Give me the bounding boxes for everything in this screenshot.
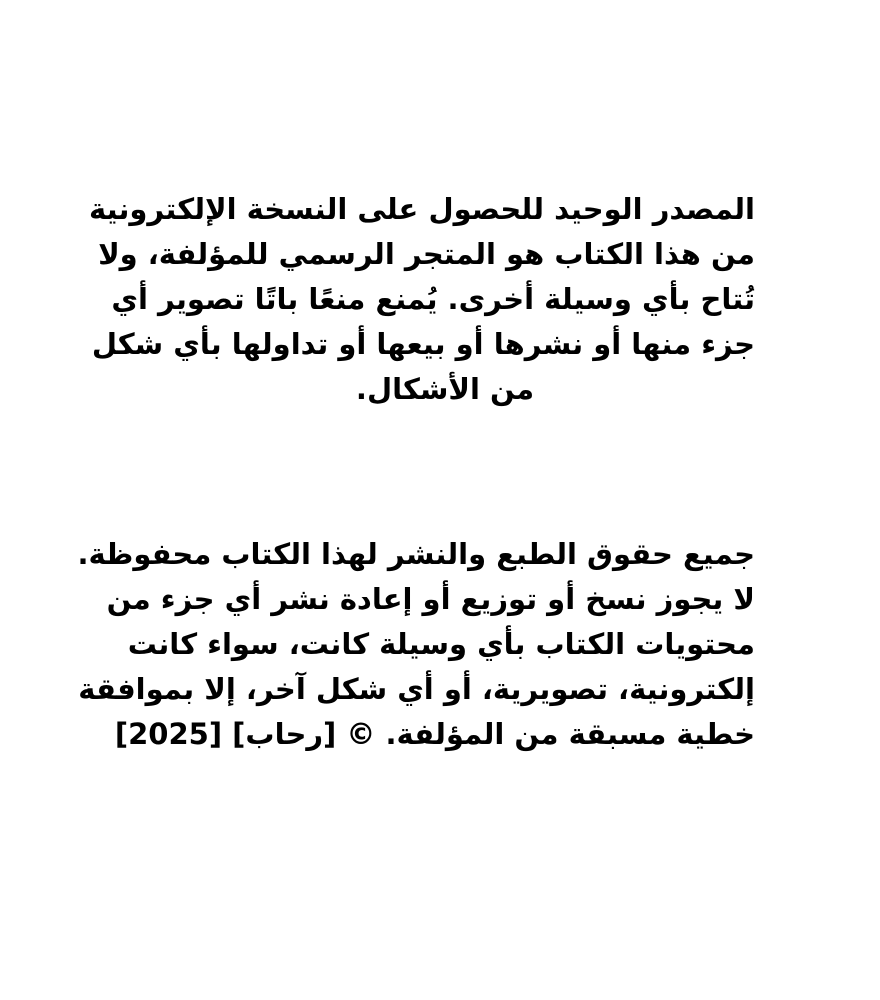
notice-line: جزء منها أو نشرها أو بيعها أو تداولها بأي شكل xyxy=(91,327,755,361)
copyright-line: لا يجوز نسخ أو توزيع أو إعادة نشر أي جزء من xyxy=(106,582,755,616)
notice-line: المصدر الوحيد للحصول على النسخة الإلكترونية xyxy=(89,192,755,226)
copyright-line: خطية مسبقة من المؤلفة. © [رحاب] [2025] xyxy=(114,717,755,751)
copyright-line: جميع حقوق الطبع والنشر لهذا الكتاب محفوظة. xyxy=(77,537,755,571)
notice-line: من الأشكال. xyxy=(355,372,535,406)
copyright-line: محتويات الكتاب بأي وسيلة كانت، سواء كانت xyxy=(127,627,755,661)
notice-line: تُتاح بأي وسيلة أخرى. يُمنع منعًا باتًا تصوير أي xyxy=(111,282,755,316)
copyright-notice xyxy=(77,532,755,757)
notice-line: من هذا الكتاب هو المتجر الرسمي للمؤلفة، ولا xyxy=(98,237,755,271)
distribution-notice xyxy=(89,187,755,412)
copyright-line: إلكترونية، تصويرية، أو أي شكل آخر، إلا بموافقة xyxy=(78,672,755,706)
